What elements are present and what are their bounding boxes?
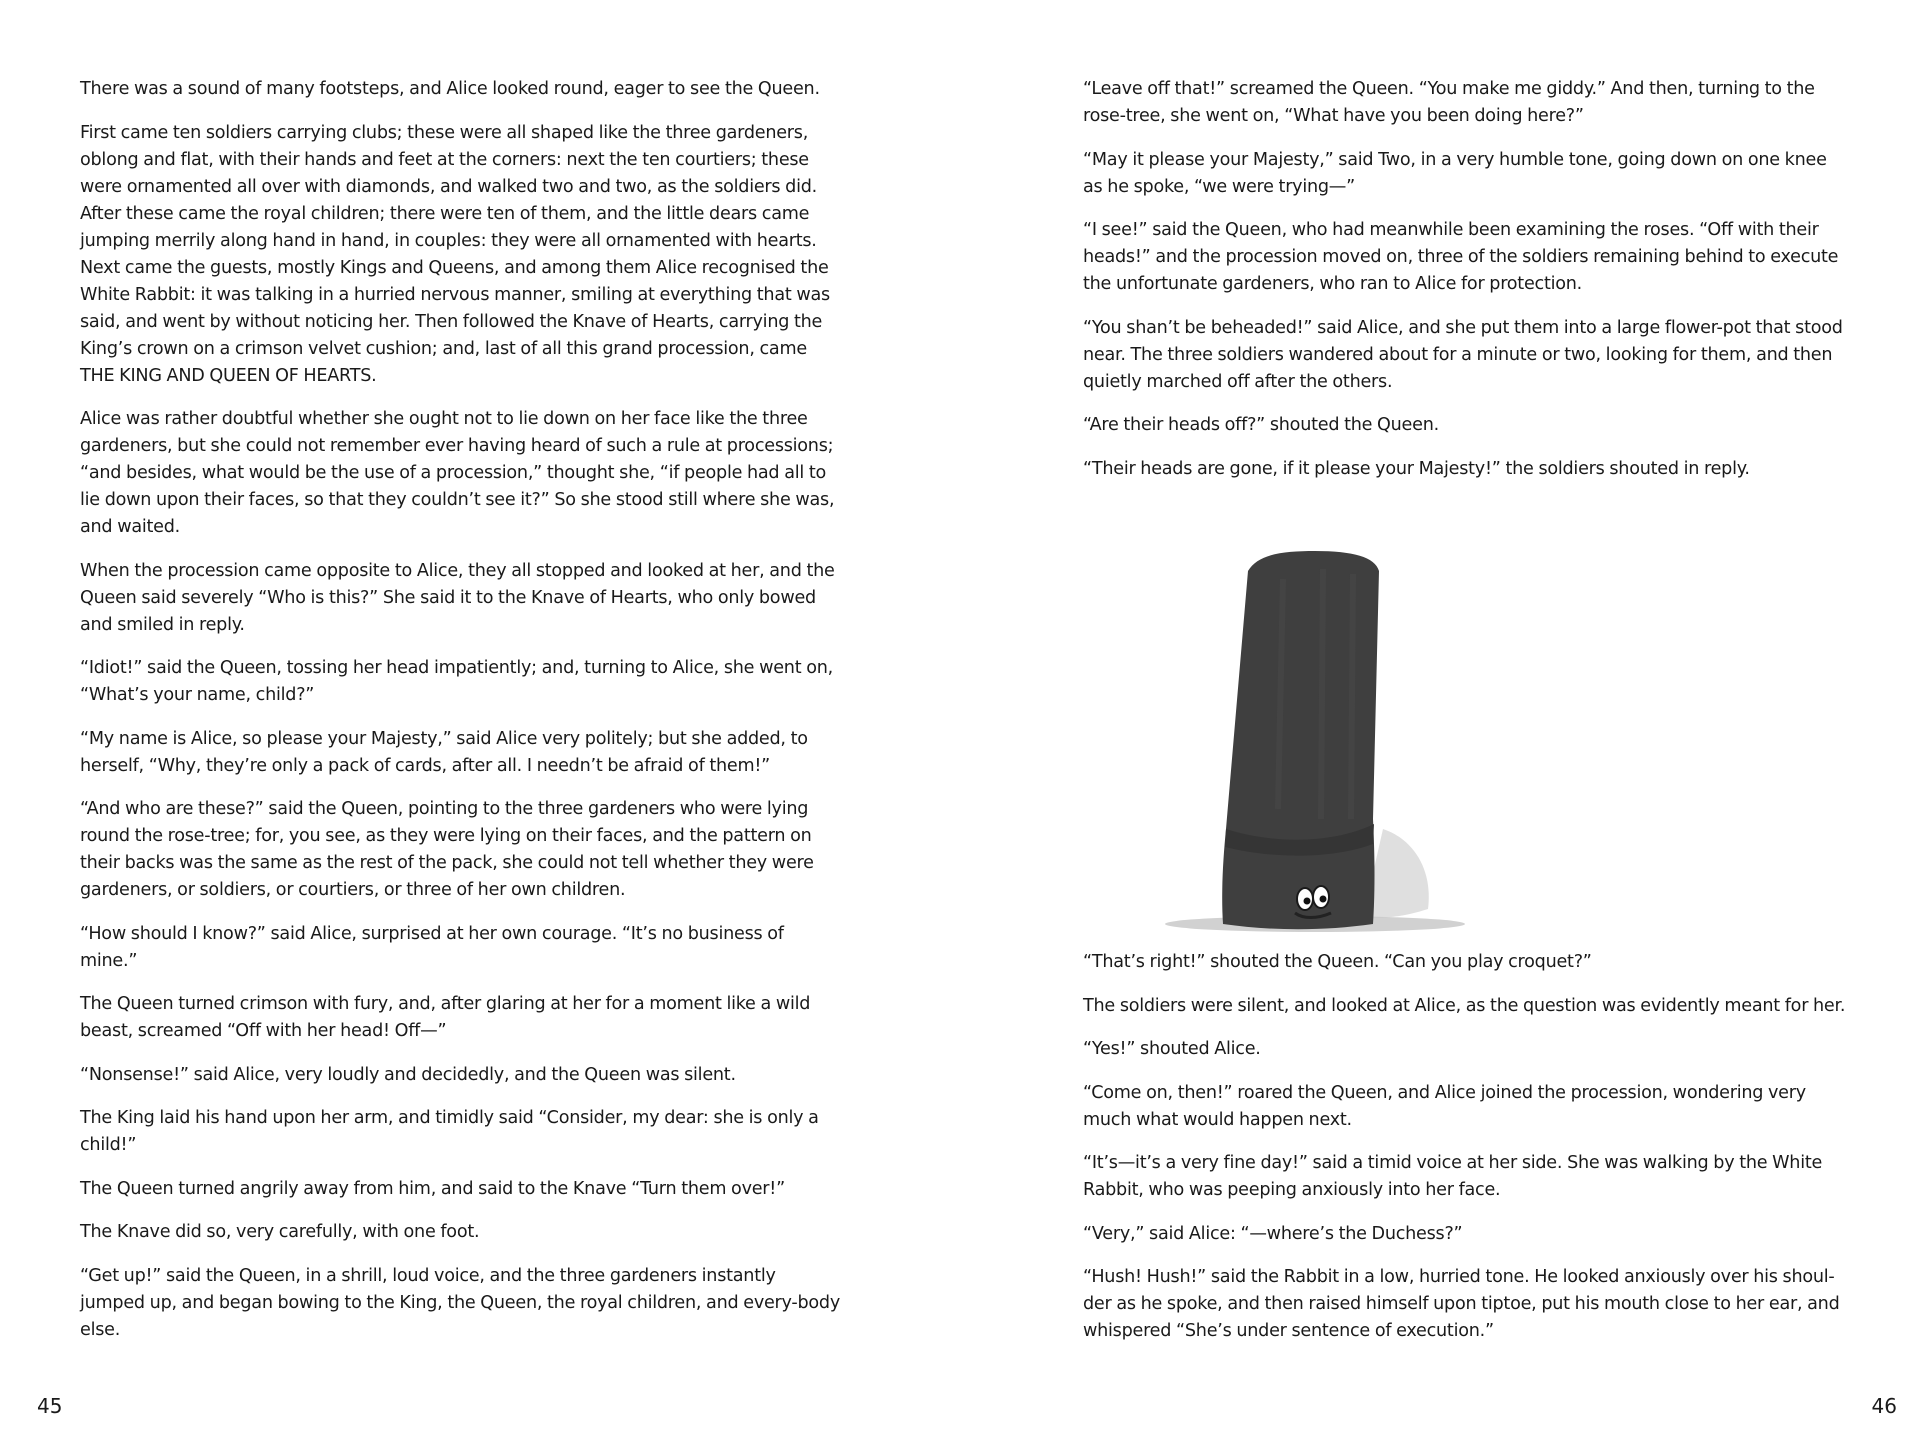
paragraph: There was a sound of many footsteps, and Alice looked round, eager to see the Queen. (80, 79, 820, 99)
paragraph: When the procession came opposite to Alice, they all stopped and looked at her, and the Queen said severely “Who is this?” She said it to the Knave of Hearts, who only bowed and smiled in reply. (80, 560, 835, 635)
paragraph: “May it please your Majesty,” said Two, in a very humble tone, going down on one knee as he spoke, “we were trying—” (1083, 149, 1827, 197)
paragraph: The Queen turned crimson with fury, and, after glaring at her for a moment like a wild beast, screamed “Off with her head! Off—” (80, 994, 811, 1041)
paragraph: The Knave did so, very carefully, with one foot. (80, 1222, 480, 1242)
paragraph: “Very,” said Alice: “—where’s the Duchess?” (1083, 1223, 1463, 1244)
flower-pot-illustration (1083, 499, 1850, 949)
paragraph: The Queen turned angrily away from him, and said to the Knave “Turn them over!” (80, 1178, 785, 1199)
paragraph: “My name is Alice, so please your Majesty,” said Alice very politely; but she added, to herself, “Why, they’re only a pack of cards, after all. I needn’t be afraid of them!” (80, 728, 808, 776)
paragraph: The King laid his hand upon her arm, and timidly said “Consider, my dear: she is only a child!” (80, 1108, 819, 1155)
paragraph: The soldiers were silent, and looked at Alice, as the question was evidently meant for her. (1083, 995, 1846, 1016)
left-text-column (80, 76, 842, 1360)
paragraph: Alice was rather doubtful whether she ought not to lie down on her face like the three gardeners, but she could not remember ever having heard of such a rule at processions; “and besides, what would be the use of a procession,” thought she, “if people had all to lie down upon their faces, so that they couldn’t see it?” So she stood still where she was, and waited. (80, 409, 835, 537)
paragraph: “Leave off that!” screamed the Queen. “You make me giddy.” And then, turning to the rose-tree, she went on, “What have you been doing here?” (1083, 79, 1815, 126)
paragraph: “Yes!” shouted Alice. (1083, 1039, 1261, 1059)
paragraph: “Are their heads off?” shouted the Queen. (1083, 415, 1439, 435)
flower-pot-drawing (1083, 499, 1850, 949)
right-text-column (1083, 76, 1850, 1362)
paragraph: “Hush! Hush!” said the Rabbit in a low, hurried tone. He looked anxiously over his shoul-der as he spoke, and then raised himself upon tiptoe, put his mouth close to her ear, and whispered “She’s under sentence of execution.” (1083, 1267, 1840, 1341)
paragraph: “It’s—it’s a very fine day!” said a timid voice at her side. She was walking by the White Rabbit, who was peeping anxiously into her face. (1083, 1153, 1823, 1200)
paragraph: “Idiot!” said the Queen, tossing her head impatiently; and, turning to Alice, she went on, “What’s your name, child?” (80, 658, 833, 705)
paragraph: “And who are these?” said the Queen, pointing to the three gardeners who were lying round the rose-tree; for, you see, as they were lying on their faces, and the pattern on their backs was the same as the rest of the pack, she could not tell whether they were gardeners, or soldiers, or courtiers, or three of her own children. (80, 799, 814, 900)
paragraph: First came ten soldiers carrying clubs; these were all shaped like the three gardeners, oblong and flat, with their hands and feet at the corners: next the ten courtiers; these were ornamented all over with diamonds, and walked two and two, as the soldiers did. After these came the royal children; there were ten of them, and the little dears came jumping merrily along hand in hand, in couples: they were all ornamented with hearts. Next came the guests, mostly Kings and Queens, and among them Alice recognised the White Rabbit: it was talking in a hurried nervous manner, smiling at everything that was said, and went by without noticing her. Then followed the Knave of Hearts, carrying the King’s crown on a crimson velvet cushion; and, last of all this grand procession, came THE KING AND QUEEN OF HEARTS. (80, 122, 830, 386)
paragraph: “Get up!” said the Queen, in a shrill, loud voice, and the three gardeners instantly jumped up, and began bowing to the King, the Queen, the royal children, and every-body else. (80, 1265, 841, 1340)
paragraph: “Nonsense!” said Alice, very loudly and decidedly, and the Queen was silent. (80, 1064, 736, 1085)
paragraph: “That’s right!” shouted the Queen. “Can you play croquet?” (1083, 952, 1592, 972)
right-page (960, 0, 1920, 1440)
page-number: 46 (1871, 1394, 1897, 1418)
paragraph: “Come on, then!” roared the Queen, and Alice joined the procession, wondering very much what would happen next. (1083, 1082, 1806, 1130)
paragraph: “How should I know?” said Alice, surprised at her own courage. “It’s no business of mine.” (80, 923, 784, 971)
paragraph: “I see!” said the Queen, who had meanwhile been examining the roses. “Off with their heads!” and the procession moved on, three of the soldiers remaining behind to execute the unfortunate gardeners, who ran to Alice for protection. (1083, 220, 1839, 294)
paragraph: “Their heads are gone, if it please your Majesty!” the soldiers shouted in reply. (1083, 458, 1750, 479)
paragraph: “You shan’t be beheaded!” said Alice, and she put them into a large flower-pot that stood near. The three soldiers wandered about for a minute or two, looking for them, and then quietly marched off after the others. (1083, 317, 1843, 392)
page-number: 45 (37, 1394, 63, 1418)
